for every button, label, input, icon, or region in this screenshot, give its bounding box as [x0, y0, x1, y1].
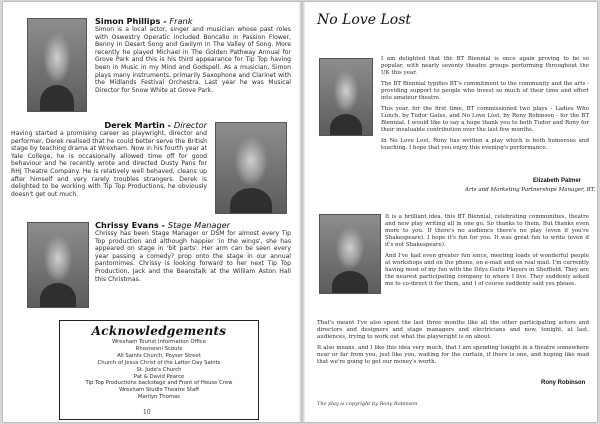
program-spread	[3, 2, 597, 422]
derek-martin-photo	[215, 122, 287, 214]
bio-name: Derek Martin	[104, 120, 165, 130]
bio-derek-martin	[11, 120, 207, 198]
bio-role: Stage Manager	[167, 220, 231, 230]
letter-paragraph: In No Love Lost, Rony has written a play which is both humorous and touching. I hope that you enjoy this evening's performance.	[381, 138, 589, 151]
letter-paragraph: It is a brilliant idea, this BT Biennial, celebrating communities, theatre and new play writing all in one go. So thanks to them. But thanks even more to you. If there's no audience there's no play (even if you're Shakespeare). I hope it's fun for you. It was great fun to write (even if it's not Shakespeare).	[385, 214, 589, 248]
bio-text: Simon is a local actor, singer and musician whose past roles with Oswestry Operatic included Boncalio in Passion Flower, Benny in Desert Song and Gwilym in The Valley of Song. More recently he played Michael in The Golden Pathway Annual for Grove Park and this is his third appearance for Tip Top having been in Music in my Mind and Godspell. As a musician, Simon plays many instruments, primarily Saxophone and Clarinet with the Midlands Festival Orchestra. Last year he was Musical Director for Snow White at Grove Park.	[95, 26, 291, 94]
list-item: Wrexham Tourist Information Office	[112, 339, 206, 345]
bio-chrissy-evans	[95, 220, 291, 283]
letter-rony-robinson-bottom	[317, 320, 589, 370]
list-item: Marilyn Thomas	[137, 394, 181, 401]
bio-simon-phillips	[95, 16, 291, 94]
chrissy-evans-photo	[27, 222, 89, 308]
acknowledgements-list	[66, 339, 252, 401]
bio-name: Chrissy Evans	[95, 220, 159, 230]
elizabeth-palmer-photo	[319, 58, 373, 136]
copyright-footnote: The play is copyright by Rony Robinson	[317, 401, 418, 407]
bio-heading: Simon Phillips - Frank	[95, 16, 193, 26]
signature-name: Elizabeth Palmer	[533, 178, 582, 184]
letter-paragraph: The BT Biennial typifies BT's commitment to the community and the arts - providing support to people who invest so much of their time and effort into amateur theatre.	[381, 81, 589, 101]
list-item: Church of Jesus Christ of the Latter Day Saints	[97, 359, 221, 366]
page-title: No Love Lost	[317, 12, 412, 28]
letter-rony-robinson-top	[385, 214, 589, 292]
letter-paragraph: I am delighted that the BT Biennial is once again proving to be so popular, with nearly seventy theatre groups performing throughout the UK this year.	[381, 56, 589, 76]
list-item: St. Jude's Church	[136, 366, 182, 373]
bio-text: Chrissy has been Stage Manager or DSM for almost every Tip Top production and although happier 'in the wings', she has appeared on stage in 'bit parts'. Her arm can be seen every year passing a comedy? prop onto the stage in our annual pantomimes. Chrissy is looking forward to her next Tip Top Production, Jack and the Beanstalk at the William Aston Hall this Christmas.	[95, 230, 291, 283]
signature-title: Arts and Marketing Partnerships Manager, BT.	[465, 187, 596, 193]
simon-phillips-photo	[27, 18, 87, 112]
rony-robinson-photo	[319, 214, 381, 294]
letter-paragraph: It also means, and I like this idea very much, that I am spending tonight in a theatre somewhere near or far from you, just like you, waiting for the curtain, if there is one, and hoping like mad that we're going to get our money's worth.	[317, 345, 589, 365]
list-item: Rhosnesni Scouts	[135, 345, 183, 352]
letter-elizabeth-palmer	[381, 56, 589, 156]
letter-paragraph: And I've had even greater fun since, meeting loads of wonderful people at workshops and on the phone, on e-mail and on real mail. I'm currently having most of my fun with the Dilys Guite Players in Sheffield. They are the nearest participating company to where I live. They suddenly asked me to co-direct it for them, and I of course suddenly said yes please.	[385, 253, 589, 287]
signature-name: Rony Robinson	[541, 380, 586, 386]
bio-heading: Chrissy Evans - Stage Manager	[95, 220, 231, 230]
list-item: Tip Top Productions backstage and Front of House Crew	[85, 380, 233, 387]
letter-paragraph: That's meant I've also spent the last three months like all the other participating actors and directors and designers and stage managers and electricians and now, tonight, at last, audiences, trying to work out what the playwright is on about.	[317, 320, 589, 340]
acknowledgements-box	[59, 320, 259, 420]
page-number: 10	[143, 409, 151, 416]
list-item: Wrexham Studio Theatre Staff	[119, 387, 199, 394]
right-page	[305, 2, 597, 422]
left-page	[3, 2, 299, 422]
bio-name: Simon Phillips	[95, 16, 161, 26]
list-item: All Saints Church, Poyser Street	[117, 352, 201, 359]
acknowledgements-title: Acknowledgements	[91, 324, 227, 338]
letter-paragraph: This year, for the first time, BT commissioned two plays - Ladies Who Lunch, by Tudor Gates, and No Love Lost, by Rony Robinson - for the BT Biennial. I would like to say a huge thank you to both Tudor and Rony for their invaluable contribution over the last few months.	[381, 106, 589, 133]
bio-text: Having started a promising career as playwright, director and performer, Derek realised that he could better serve the British stage by teaching drama at Wrexham. Now in his fourth year at Yale College, he is occasionally allowed time off for good behaviour and he recently wrote and directed Dusty Pans for RHJ Theatre Company. He is relatively well behaved, cleans up after himself and very rarely troubles strangers. Derek is delighted to be working with Tip Top Productions, he obviously doesn't get out much.	[11, 130, 207, 198]
bio-heading: Derek Martin - Director	[104, 120, 207, 130]
bio-role: Director	[173, 120, 207, 130]
bio-role: Frank	[169, 16, 193, 26]
list-item: Pat & David Pearce	[133, 373, 185, 380]
